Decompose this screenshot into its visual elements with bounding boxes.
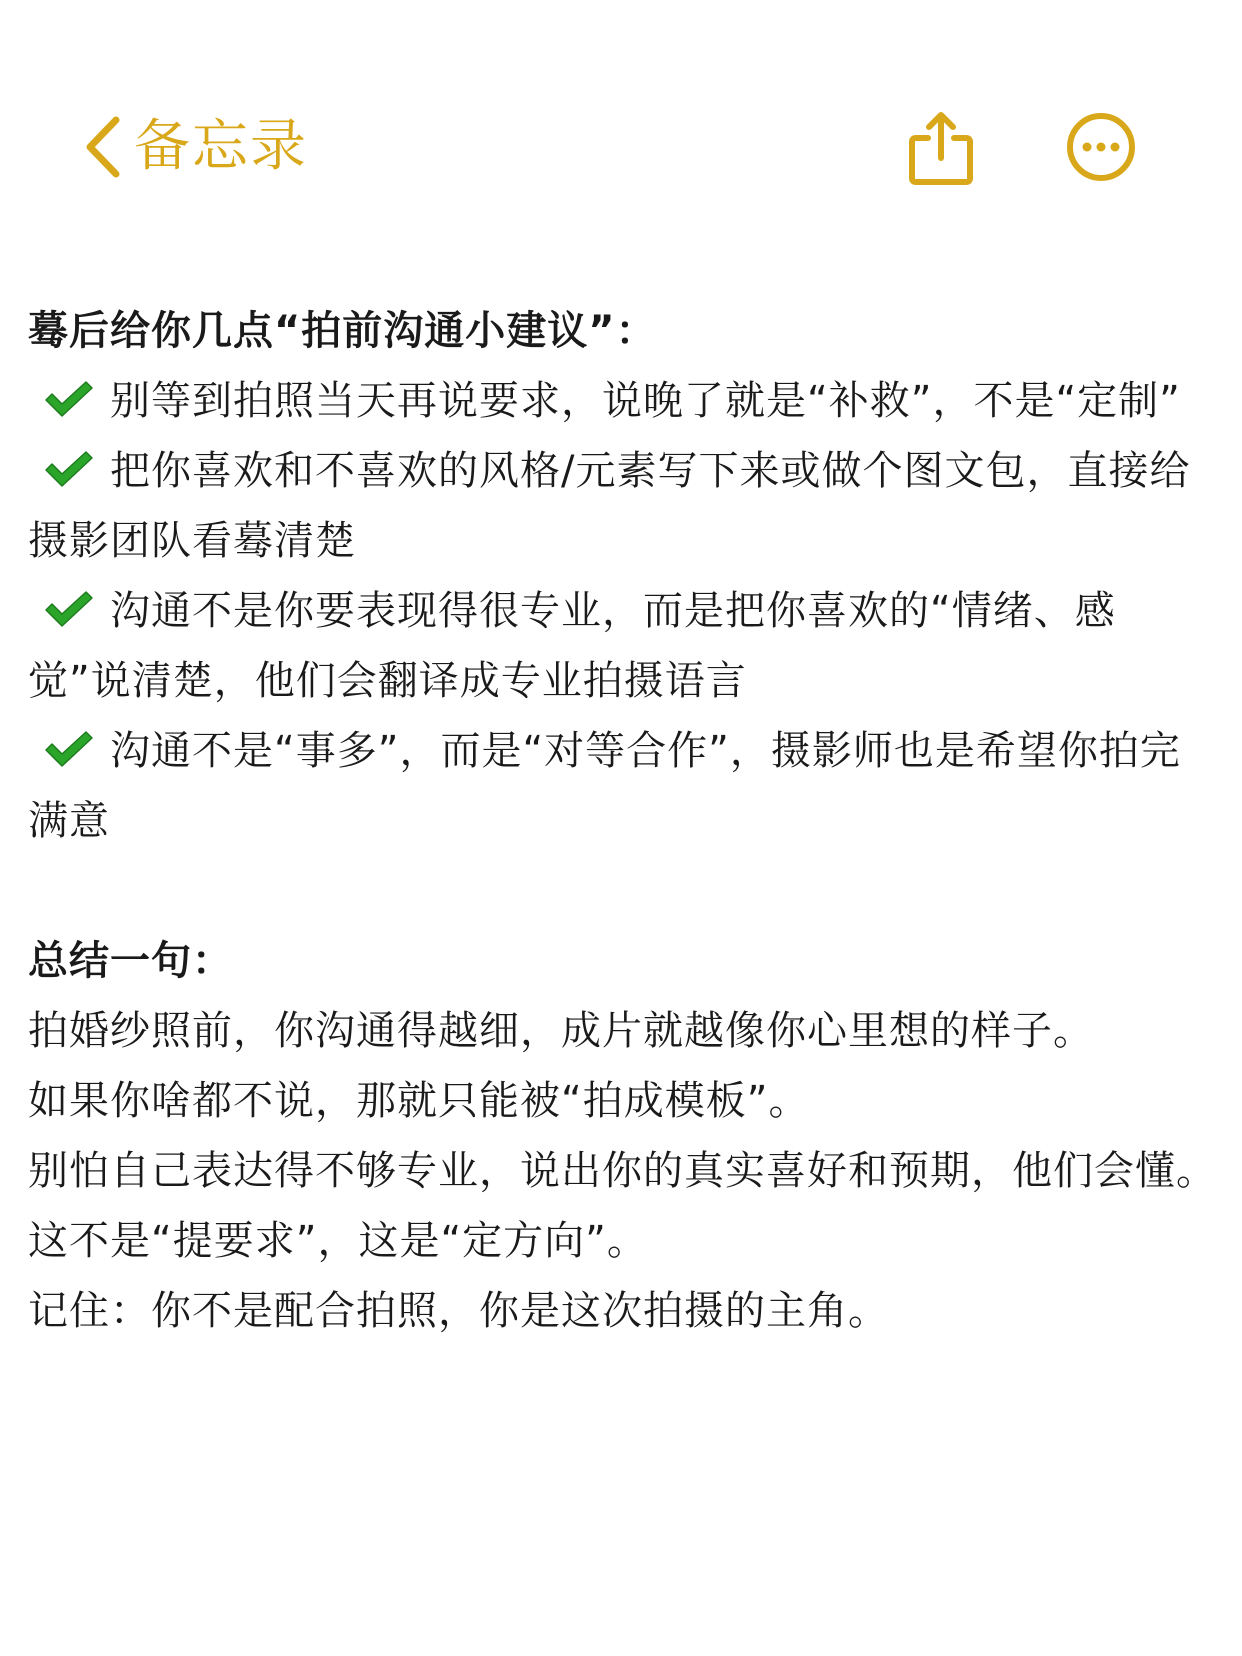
note-body[interactable] xyxy=(28,296,1218,1346)
blank-line xyxy=(28,856,1218,926)
tip-item xyxy=(28,576,1218,716)
section-title: 总结一句： xyxy=(28,938,233,984)
share-button[interactable] xyxy=(906,110,976,188)
tip-item xyxy=(28,366,1218,436)
tip-text: 别等到拍照当天再说要求，说晚了就是“补救”，不是“定制” xyxy=(110,378,1181,424)
tip-item xyxy=(28,436,1218,576)
more-button[interactable] xyxy=(1066,112,1136,182)
summary-line: 这不是“提要求”，这是“定方向”。 xyxy=(28,1218,648,1264)
checkmark-icon xyxy=(42,440,94,480)
summary-line: 别怕自己表达得不够专业，说出你的真实喜好和预期，他们会懂。 xyxy=(28,1148,1217,1194)
summary-line: 拍婚纱照前，你沟通得越细，成片就越像你心里想的样子。 xyxy=(28,1008,1094,1054)
navigation-bar xyxy=(0,0,1242,240)
tip-text: 沟通不是你要表现得很专业，而是把你喜欢的“情绪、感觉”说清楚，他们会翻译成专业拍摄语言 xyxy=(28,588,1116,704)
tip-text: 把你喜欢和不喜欢的风格/元素写下来或做个图文包，直接给摄影团队看蓦清楚 xyxy=(28,448,1191,564)
share-icon xyxy=(906,173,976,192)
back-label: 备忘录 xyxy=(134,114,308,179)
section-title: 蓦后给你几点“拍前沟通小建议”： xyxy=(28,308,657,354)
tip-item xyxy=(28,716,1218,856)
back-button[interactable] xyxy=(84,112,308,182)
summary-line: 如果你啥都不说，那就只能被“拍成模板”。 xyxy=(28,1078,810,1124)
summary-line: 记住：你不是配合拍照，你是这次拍摄的主角。 xyxy=(28,1288,889,1334)
tip-text: 沟通不是“事多”，而是“对等合作”，摄影师也是希望你拍完满意 xyxy=(28,728,1181,844)
chevron-left-icon xyxy=(84,116,122,178)
checkmark-icon xyxy=(42,720,94,760)
checkmark-icon xyxy=(42,580,94,620)
more-icon xyxy=(1066,167,1136,186)
checkmark-icon xyxy=(42,370,94,410)
